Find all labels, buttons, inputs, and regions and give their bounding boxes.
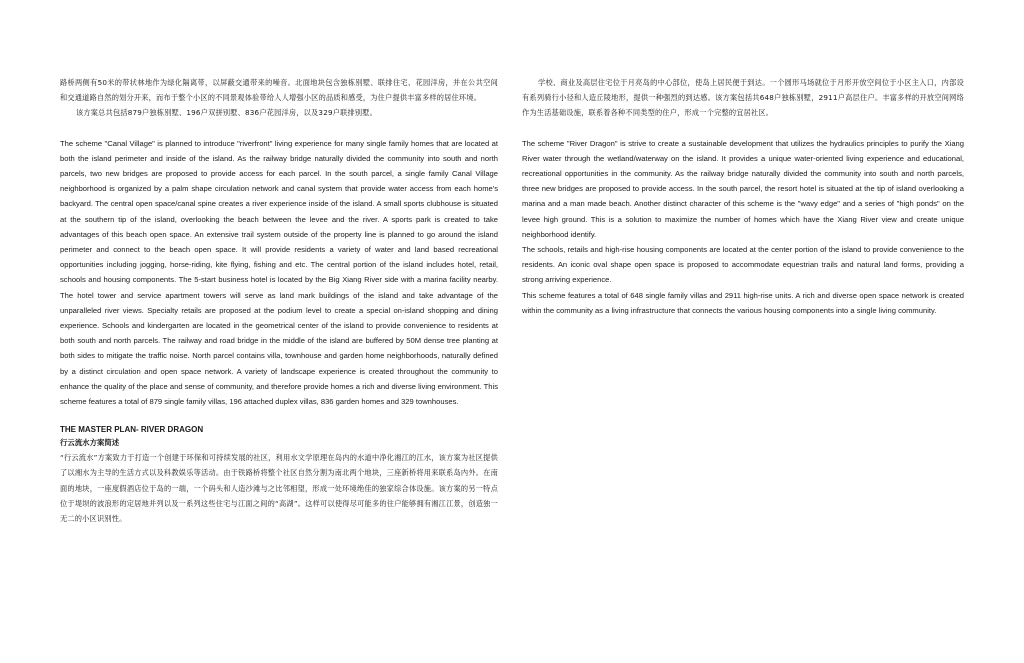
section-heading: THE MASTER PLAN- RIVER DRAGON [60,425,204,435]
river-dragon-summary-paragraph: This scheme features a total of 648 single family villas and 2911 high-rise units. A rich and diverse open space network is created within the community as a living infrastructure that connects the various housing components into a single living community. [522,290,964,315]
zh-intro-paragraph: 路桥两侧有50米的带状林地作为绿化隔离带，以屏蔽交通带来的噪音。北面地块包含独栋别墅、联排住宅、花园洋房，并在公共空间和交通道路自然的划分开来，而布于整个小区的不同景观体验带给人人增强小区的品质和感受，为住户提供丰富多样的居住环境。 [60,78,498,103]
river-dragon-zh-description: “行云流水”方案致力于打造一个创建于环保和可持续发展的社区，利用水文学原理在岛内的水道中净化湘江的江水，该方案为社区提供了以湘水为主导的生活方式以及科教娱乐等活动。由于铁路桥将整个社区自然分割为南北两个地块，三座新桥将用来联系岛内外。在南面的地块，一座度假酒店位于岛的一端，一个码头和人造沙滩与之比邻相望，形成一处环境绝佳的独家综合体设施。该方案的另一特点位于堤坝的波浪形的定居地并列以及一系列这些住宅与江面之间的“高湖”。这样可以使得尽可能多的住户能够拥有湘江江景，创造独一无二的小区识别性。 [60,453,498,524]
right-column [522,75,964,318]
section-subheading: 行云流水方案简述 [60,438,120,448]
river-dragon-center-paragraph: The schools, retails and high-rise housing components are located at the center portion of the island to provide convenience to the residents. An iconic oval shape open space is proposed to accommodate equestrian trails and natural land forms, providing a strong arriving experience. [522,245,964,285]
canal-village-description: The scheme "Canal Village" is planned to introduce "riverfront" living experience for many single family homes that are located at both the island perimeter and inside of the island. As the railway bridge naturally divided the community into south and north parcels, two new bridges are proposed to provide access for each parcel. In the south parcel, a single family Canal Village neighborhood is organized by a palm shape circulation network and canal system that provide water access from each home's backyard. The central open space/canal spine creates a river experience inside of the island. A small sports clubhouse is situated at the southern tip of the island, overlooking the beach between the levee and the river. A sports park is created to take advantages of this beach open space. An extensive trail system outside of the property line is planned to go around the island perimeter and connect to the beach open space. It will provide residents a variety of water and land based recreational opportunities including jogging, horse-riding, kite flying, fishing and etc. The central portion of the island includes hotel, retail, schools and housing components. The 5-start business hotel is located by the Big Xiang River side with a marina facility nearby. The hotel tower and service apartment towers will serve as land mark buildings of the island and take advantage of the unparalleled river views. Specialty retails are proposed at the podium level to create a special on-island shopping and dining experience. Schools and kindergarten are located in the geometrical center of the island to provide convenience to residents at both south and north parcels. The railway and road bridge in the middle of the island are buffered by 50M dense tree planting at both sides to mitigate the traffic noise. North parcel contains villa, townhouse and garden home neighborhoods, naturally defined by a distinct circulation and open space network. A variety of landscape experience is created throughout the community to enhance the quality of the place and sense of community, and therefore provide homes a rich and diverse living environment. This scheme features a total of 879 single family villas, 196 attached duplex villas, 836 garden homes and 329 townhouses. [60,138,498,407]
left-column [60,75,498,526]
zh-intro-paragraph-right: 学校、商业及高层住宅位于月亮岛的中心部位，使岛上居民便于到达。一个圆形马场就位于月形开放空间位于小区主入口，内部设有系列骑行小径和人造丘陵地形，提供一种强烈的到达感。该方案包括共648户独栋别墅，2911户高层住户。丰富多样的开放空间网络作为生活基础设施，联系着各种不同类型的住户，形成一个完整的宜居社区。 [522,78,964,118]
spacer [60,409,498,423]
zh-intro-summary: 该方案总共包括879户独栋别墅、196户双拼别墅、836户花园洋房，以及329户联排别墅。 [76,108,378,118]
river-dragon-description: The scheme "River Dragon" is strive to create a sustainable development that utilizes the hydraulics principles to purify the Xiang River water through the wetland/waterway on the island. It provides a unique water-oriented living experience and educational, recreational opportunities in the community. As the railway bridge naturally divided the community into south and north parcels, three new bridges are proposed to provide access. In the south parcel, the resort hotel is situated at the tip of island overlooking a marina and a man made beach. Another distinct character of this scheme is the "wavy edge" and a series of "high ponds" on the levee high ground. This is a solution to maximize the number of homes which have the Xiang River view and create unique neighborhood identify. [522,138,964,239]
